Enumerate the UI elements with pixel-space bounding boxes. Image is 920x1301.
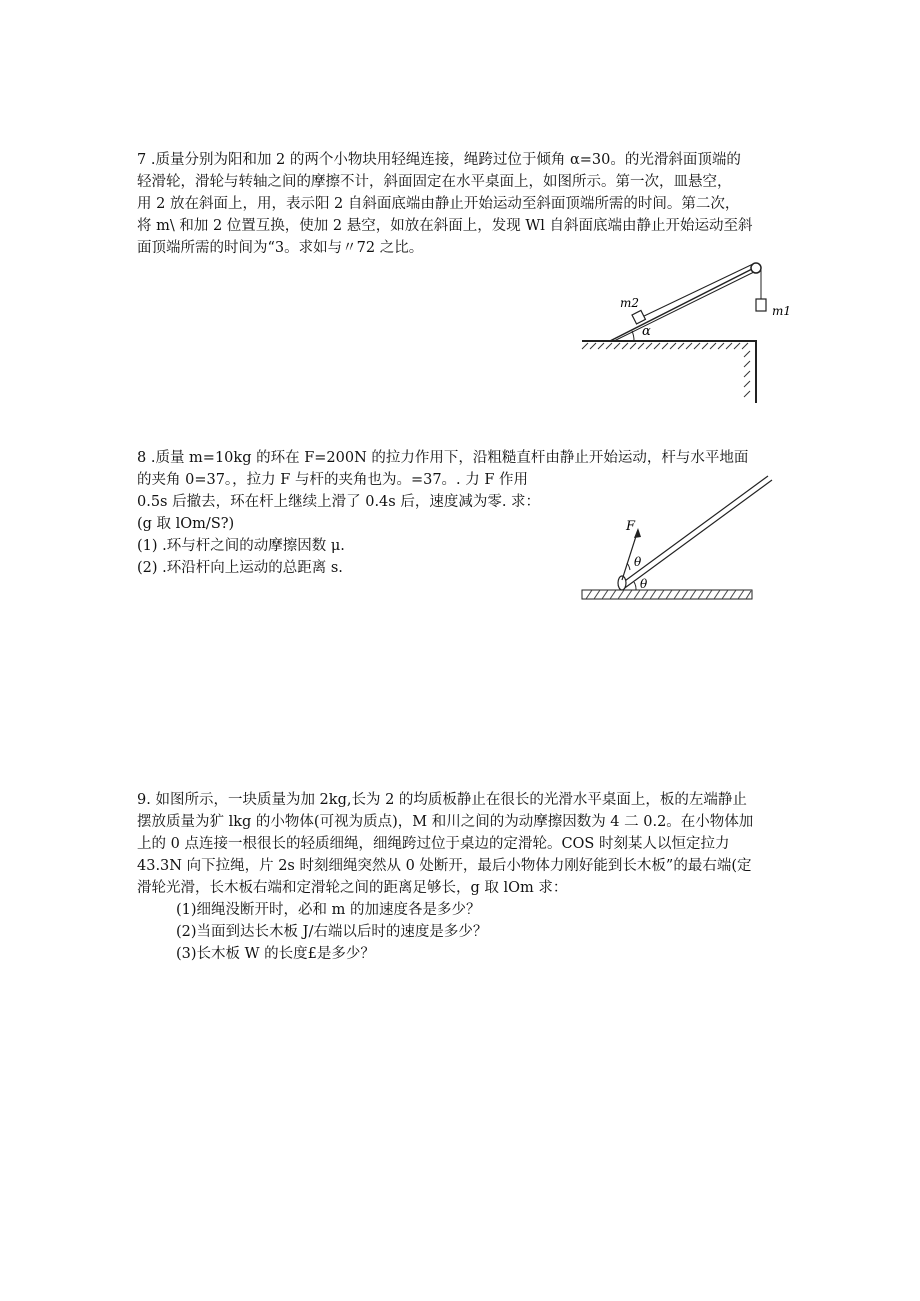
theta-label-1: θ: [634, 555, 642, 569]
q9-line-2: 摆放质量为犷 lkg 的小物体(可视为质点)，M 和川之间的为动摩擦因数为 4 二 0.2。在小物体加: [137, 814, 754, 830]
q8-line-4: (g 取 lOm/S?): [137, 516, 235, 532]
q9-sub-question-3: (3)长木板 W 的长度£是多少？: [176, 946, 375, 962]
theta-arc-2: [634, 582, 636, 590]
incline-pulley-figure: [580, 255, 792, 405]
q7-line-5: 面顶端所需的时间为“3。求如与〃72 之比。: [137, 240, 424, 256]
q8-line-5: (1) .环与杆之间的动摩擦因数 μ.: [137, 538, 345, 554]
theta-arc-1: [627, 563, 630, 570]
angle-arc: [632, 331, 634, 341]
table-edge: [582, 341, 756, 403]
m2-label: m2: [620, 296, 640, 310]
block-m1: [756, 299, 766, 311]
rod-ring-figure: [580, 470, 755, 610]
q7-line-4: 将 m\ 和加 2 位置互换，使加 2 悬空，如放在斜面上，发现 Wl 自斜面底端由静止开始运动至斜: [137, 218, 753, 234]
q7-line-3: 用 2 放在斜面上，用，表示阳 2 自斜面底端由静止开始运动至斜面顶端所需的时间。第二次，: [137, 196, 740, 212]
theta-label-2: θ: [640, 577, 648, 591]
q8-line-2: 的夹角 0=37。，拉力 F 与杆的夹角也为。=37。. 力 F 作用: [137, 472, 529, 488]
q8-line-3: 0.5s 后撤去，环在杆上继续上滑了 0.4s 后，速度减为零. 求：: [137, 494, 541, 510]
rope-incline: [642, 264, 753, 317]
force-arrowhead: [634, 528, 641, 538]
rod-edge-upper: [618, 476, 768, 586]
q9-line-1: 9. 如图所示，一块质量为加 2kg,长为 2 的均质板静止在很长的光滑水平桌面上，板的左端静止: [137, 792, 747, 808]
q9-sub-question-2: (2)当面到达长木板 J/右端以后时的速度是多少？: [176, 924, 488, 940]
q9-line-3: 上的 0 点连接一根很长的轻质细绳，细绳跨过位于桌边的定滑轮。COS 时刻某人以恒定拉力: [137, 836, 730, 852]
q9-line-4: 43.3N 向下拉绳，片 2s 时刻细绳突然从 0 处断开，最后小物体力刚好能到长木板”的最右端(定: [137, 858, 752, 874]
block-m2: [632, 310, 645, 323]
table-hatching: [582, 343, 750, 397]
rod-edge-lower: [622, 480, 772, 590]
q7-line-1: 7 .质量分别为阳和加 2 的两个小物块用轻绳连接，绳跨过位于倾角 α=30。的光滑斜面顶端的: [137, 152, 741, 168]
q8-line-6: (2) .环沿杆向上运动的总距离 s.: [137, 560, 343, 576]
force-label: F: [626, 519, 636, 534]
q8-line-1: 8 .质量 m=10kg 的环在 F=200N 的拉力作用下，沿粗糙直杆由静止开始运动，杆与水平地面: [137, 450, 749, 466]
m1-label: m1: [772, 304, 792, 318]
q9-sub-question-1: (1)细绳没断开时，必和 m 的加速度各是多少？: [176, 902, 481, 918]
alpha-label: α: [642, 324, 651, 339]
q9-line-5: 滑轮光滑，长木板右端和定滑轮之间的距离足够长，g 取 lOm 求：: [137, 880, 568, 896]
q7-line-2: 轻滑轮，滑轮与转轴之间的摩擦不计，斜面固定在水平桌面上，如图所示。第一次，皿悬空，: [137, 174, 732, 190]
